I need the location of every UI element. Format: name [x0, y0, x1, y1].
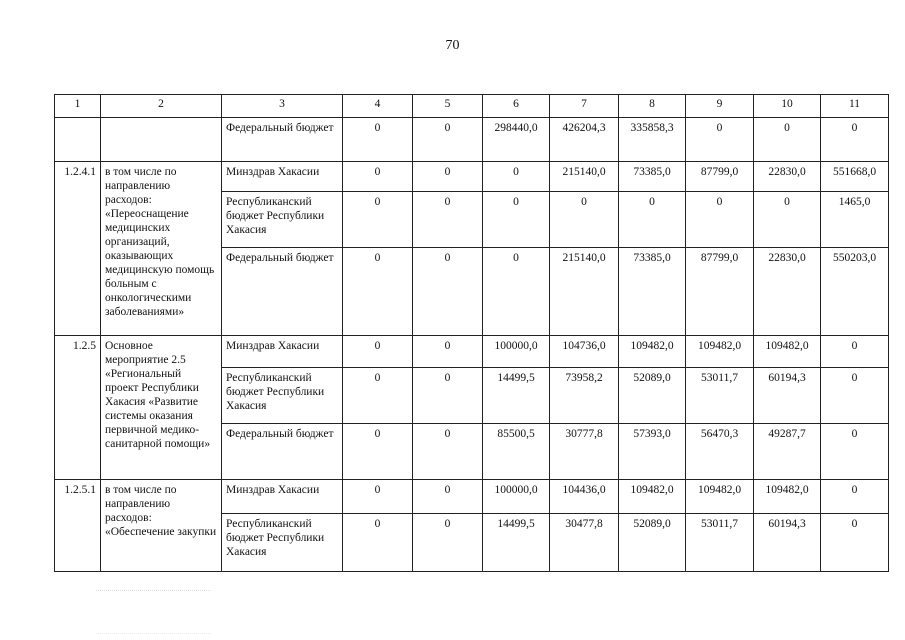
column-header: 3: [222, 95, 343, 118]
funding-source: Федеральный бюджет: [222, 248, 343, 336]
column-header: 11: [821, 95, 889, 118]
column-header: 2: [101, 95, 222, 118]
value-cell: 53011,7: [686, 368, 754, 424]
value-cell: 0: [413, 336, 483, 368]
value-cell: 0: [686, 118, 754, 162]
value-cell: 0: [550, 192, 619, 248]
value-cell: 0: [483, 248, 550, 336]
value-cell: 109482,0: [619, 336, 686, 368]
table-row: [55, 480, 889, 514]
value-cell: 0: [821, 480, 889, 514]
value-cell: 0: [754, 192, 821, 248]
column-header: 8: [619, 95, 686, 118]
value-cell: 298440,0: [483, 118, 550, 162]
value-cell: 100000,0: [483, 480, 550, 514]
value-cell: 49287,7: [754, 424, 821, 480]
value-cell: 215140,0: [550, 162, 619, 192]
value-cell: 22830,0: [754, 248, 821, 336]
value-cell: 0: [821, 514, 889, 572]
page-number: 70: [445, 38, 460, 53]
value-cell: 0: [821, 424, 889, 480]
column-header: 9: [686, 95, 754, 118]
value-cell: 0: [821, 336, 889, 368]
value-cell: 30477,8: [550, 514, 619, 572]
column-header: 7: [550, 95, 619, 118]
funding-source: Минздрав Хакасии: [222, 162, 343, 192]
value-cell: 550203,0: [821, 248, 889, 336]
funding-source: Федеральный бюджет: [222, 118, 343, 162]
value-cell: 104436,0: [550, 480, 619, 514]
value-cell: 56470,3: [686, 424, 754, 480]
value-cell: 0: [821, 368, 889, 424]
column-header: 6: [483, 95, 550, 118]
funding-source: Республиканский бюджет Республики Хакасия: [222, 368, 343, 424]
value-cell: 0: [413, 424, 483, 480]
value-cell: 57393,0: [619, 424, 686, 480]
value-cell: 0: [413, 248, 483, 336]
row-description: в том числе по направлению расходов: «Обеспечение закупки: [101, 480, 222, 572]
value-cell: 0: [483, 162, 550, 192]
row-code: 1.2.5.1: [55, 480, 101, 572]
column-header: 5: [413, 95, 483, 118]
value-cell: 73385,0: [619, 162, 686, 192]
value-cell: 22830,0: [754, 162, 821, 192]
value-cell: 0: [686, 192, 754, 248]
value-cell: 87799,0: [686, 248, 754, 336]
funding-source: Федеральный бюджет: [222, 424, 343, 480]
header-row: [55, 95, 889, 118]
value-cell: 52089,0: [619, 368, 686, 424]
value-cell: 0: [343, 248, 413, 336]
value-cell: 30777,8: [550, 424, 619, 480]
value-cell: 109482,0: [754, 480, 821, 514]
value-cell: 14499,5: [483, 514, 550, 572]
table-body: [55, 95, 889, 572]
value-cell: 14499,5: [483, 368, 550, 424]
value-cell: 100000,0: [483, 336, 550, 368]
value-cell: 85500,5: [483, 424, 550, 480]
column-header: 4: [343, 95, 413, 118]
value-cell: 0: [413, 480, 483, 514]
row-code: 1.2.4.1: [55, 162, 101, 336]
funding-source: Республиканский бюджет Республики Хакасия: [222, 514, 343, 572]
value-cell: 0: [413, 162, 483, 192]
value-cell: 60194,3: [754, 368, 821, 424]
value-cell: 0: [413, 118, 483, 162]
funding-source: Республиканский бюджет Республики Хакасия: [222, 192, 343, 248]
value-cell: 0: [343, 514, 413, 572]
value-cell: 0: [483, 192, 550, 248]
value-cell: 0: [343, 118, 413, 162]
row-code: 1.2.5: [55, 336, 101, 480]
value-cell: 551668,0: [821, 162, 889, 192]
table-row: [55, 162, 889, 192]
value-cell: 73958,2: [550, 368, 619, 424]
funding-source: Минздрав Хакасии: [222, 480, 343, 514]
value-cell: 109482,0: [686, 480, 754, 514]
value-cell: 0: [413, 192, 483, 248]
scan-artifact: [96, 590, 211, 634]
table-row: [55, 336, 889, 368]
value-cell: 0: [343, 336, 413, 368]
value-cell: 109482,0: [619, 480, 686, 514]
value-cell: 0: [343, 162, 413, 192]
value-cell: 215140,0: [550, 248, 619, 336]
value-cell: 0: [343, 368, 413, 424]
column-header: 1: [55, 95, 101, 118]
value-cell: 60194,3: [754, 514, 821, 572]
funding-source: Минздрав Хакасии: [222, 336, 343, 368]
value-cell: 426204,3: [550, 118, 619, 162]
row-description: в том числе по направлению расходов: «Переоснащение медицинских организаций, оказывающих медицинскую помощь больным с онкологическими заболеваниями»: [101, 162, 222, 336]
row-description: Основное мероприятие 2.5 «Региональный проект Республики Хакасия «Развитие системы оказания первичной медико-санитарной помощи»: [101, 336, 222, 480]
value-cell: 53011,7: [686, 514, 754, 572]
table-row: [55, 118, 889, 162]
value-cell: 0: [619, 192, 686, 248]
value-cell: 0: [413, 368, 483, 424]
value-cell: 109482,0: [686, 336, 754, 368]
value-cell: 104736,0: [550, 336, 619, 368]
value-cell: 87799,0: [686, 162, 754, 192]
value-cell: 0: [413, 514, 483, 572]
value-cell: 52089,0: [619, 514, 686, 572]
value-cell: 73385,0: [619, 248, 686, 336]
row-code: [55, 118, 101, 162]
value-cell: 0: [343, 480, 413, 514]
value-cell: 0: [754, 118, 821, 162]
budget-table: [54, 94, 889, 572]
row-description: [101, 118, 222, 162]
value-cell: 0: [821, 118, 889, 162]
value-cell: 335858,3: [619, 118, 686, 162]
column-header: 10: [754, 95, 821, 118]
value-cell: 109482,0: [754, 336, 821, 368]
value-cell: 0: [343, 424, 413, 480]
value-cell: 1465,0: [821, 192, 889, 248]
value-cell: 0: [343, 192, 413, 248]
